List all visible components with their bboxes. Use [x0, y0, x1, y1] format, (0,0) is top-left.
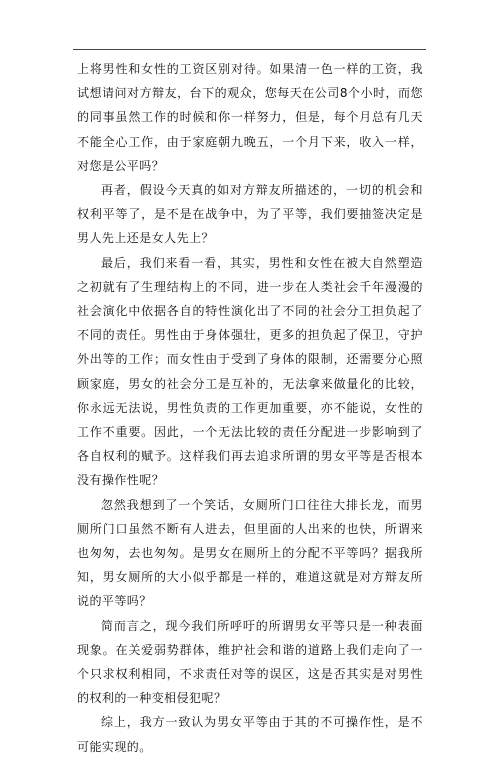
paragraph-2: 再者，假设今天真的如对方辩友所描述的，一切的机会和权利平等了，是不是在战争中，为了平等，我们要抽签决定是男人先上还是女人先上？ — [77, 183, 423, 246]
paragraph-5: 简而言之，现今我们所呼吁的所谓男女平等只是一种表面现象。在关爱弱势群体，维护社会和谐的道路上我们走向了一个只求权利相同，不求责任对等的误区，这是否其实是对男性的权利的一种变相侵犯呢？ — [77, 618, 423, 706]
paragraph-1: 上将男性和女性的工资区别对待。如果清一色一样的工资，我试想请问对方辩友，台下的观众，您每天在公司8个小时，而您的同事虽然工作的时候和你一样努力，但是，每个月总有几天不能全心工作，由于家庭朝九晚五，一个月下来，收入一样，对您是公平吗？ — [77, 62, 423, 173]
header-rule — [73, 49, 426, 50]
paragraph-3: 最后，我们来看一看，其实，男性和女性在被大自然塑造之初就有了生理结构上的不同，进一步在人类社会千年漫漫的社会演化中依据各自的特性演化出了不同的社会分工担负起了不同的责任。男性由于身体强壮，更多的担负起了保卫，守护外出等的工作；而女性由于受到了身体的限制，还需要分心照顾家庭，男女的社会分工是互补的，无法拿来做量化的比较，你永远无法说，男性负责的工作更加重要，亦不能说，女性的工作不重要。因此，一个无法比较的责任分配进一步影响到了各自权利的赋予。这样我们再去追求所谓的男女平等是否根本没有操作性呢？ — [77, 255, 423, 488]
paragraph-6: 综上，我方一致认为男女平等由于其的不可操作性，是不可能实现的。 — [77, 715, 423, 754]
paragraph-4: 忽然我想到了一个笑话，女厕所门口往往大排长龙，而男厕所门口虽然不断有人进去，但里面的人出来的也快，所谓来也匆匆，去也匆匆。是男女在厕所上的分配不平等吗？据我所知，男女厕所的大小似乎都是一样的，难道这就是对方辩友所说的平等吗？ — [77, 497, 423, 609]
document-body — [77, 57, 423, 759]
